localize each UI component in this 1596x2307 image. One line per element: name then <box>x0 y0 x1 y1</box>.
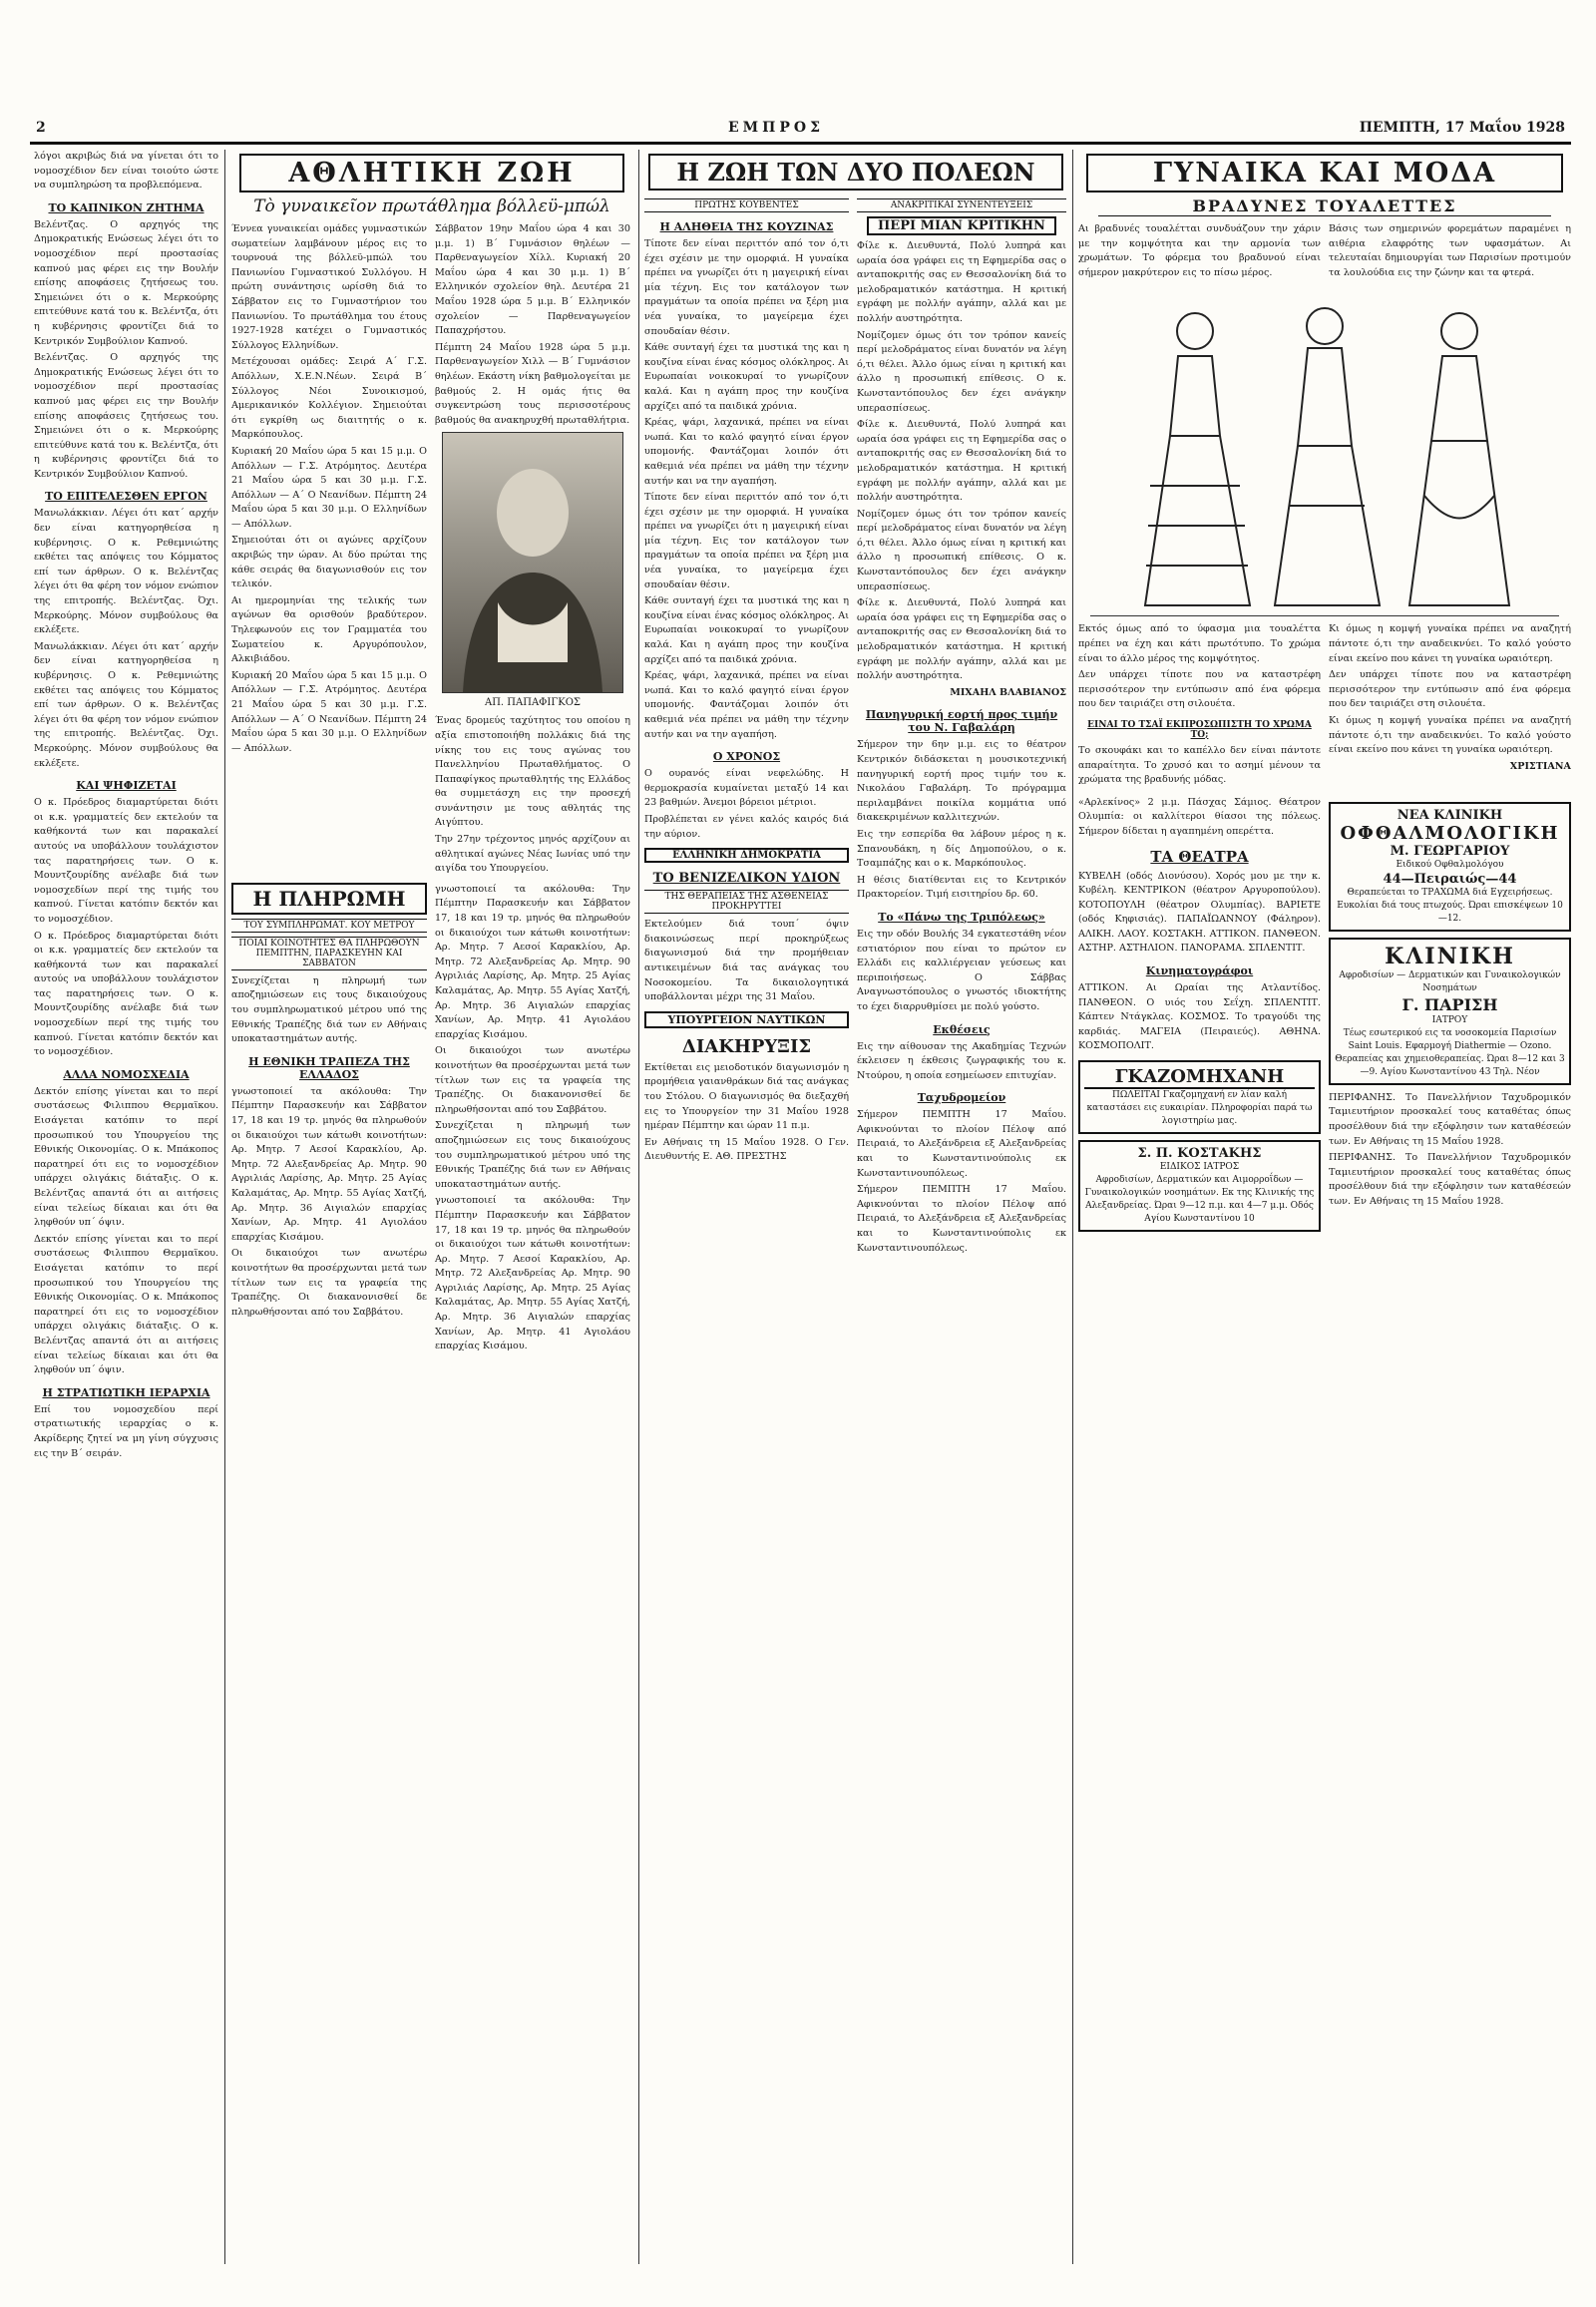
ad-ophthalmology-clinic <box>1329 802 1571 932</box>
payment-title: Η ΠΛΗΡΩΜΗ <box>252 886 406 911</box>
fashion-illustration <box>1090 286 1559 616</box>
sports-paragraph: Αι ημερομηνίαι της τελικής των αγώνων θα ορισθούν βραδύτερον. Τηλεφωνούν εις τον Γραμματέα του Σωματείου κ. Αργυρόπουλον, Αλκιβιάδου. <box>231 594 427 665</box>
critique-paragraph: Φίλε κ. Διευθυντά, Πολύ λυπηρά και ωραία όσα γράφει εις τη Εφημερίδα σας ο ανταποκριτής σας εν Θεσσαλονίκη διά το μελοδραματικόν κατάστημα. Η κριτική εγράφη με πολλήν αγάπην, αλλά και με πολλήν αυστηρότητα. <box>857 597 1066 682</box>
sports-paragraph: Την 27ην τρέχοντος μηνός αρχίζουν αι αθλητικαί αγώνες Νέας Ιωνίας υπό την αιγίδα του Υπουργείου. <box>435 834 630 875</box>
fashion-paragraph: Κι όμως η κομψή γυναίκα πρέπει να αναζητή πάντοτε ό,τι την αναδεικνύει. Το καλό γούστο είναι εκείνο που κάνει τη γυναίκα ωραιότερη. <box>1329 714 1571 756</box>
ad-clinic-heading: ΝΕΑ ΚΛΙΝΙΚΗ <box>1396 807 1503 823</box>
ad-kostakis-text: Αφροδισίων, Δερματικών και Αιμορροΐδων — Γυναικολογικών νοσημάτων. Εκ της Κλινικής της Αλεξανδρείας. Ώραι 9—12 π.μ. και 4—7 μ.μ. Οδός Αγίου Κωνσταντίνου 10 <box>1084 1175 1315 1225</box>
kitchen-paragraph: Κάθε συνταγή έχει τα μυστικά της και η κουζίνα είναι ένας κόσμος ολόκληρος. Αι Ευρωπαίαι νοικοκυραί το γνωρίζουν καλά. Και η αγάπη προς την κουζίνα αρχίζει από τα παιδικά χρόνια. <box>644 595 849 665</box>
hospital-paragraph: Εκτελούμεν διά τουπ΄ όψιν διακοινώσεως περί προκηρύξεως διαγωνισμού διά την προμήθειαν αντικειμένων διά τας ανάγκας του Νοσοκομείου. Τα δικαιολογητικά υποβάλλονται μέχρι της 31 Μαΐου. <box>644 919 849 1003</box>
section-subtitle-volleyball: Τὸ γυναικεῖον πρωτάθλημα βόλλεϋ-μπώλ <box>253 196 610 216</box>
heading-payment <box>231 883 427 915</box>
ad-parisi-heading: ΚΛΙΝΙΚΗ <box>1385 943 1515 969</box>
sports-paragraph: Κυριακή 20 Μαΐου ώρα 5 και 15 μ.μ. Ο Απόλλων — Γ.Σ. Ατρόμητος. Δευτέρα 21 Μαΐου ώρα 5 και 30 μ.μ. Γ.Σ. Απόλλων — Α΄ Ο Νεανίδων. Πέμπτη 24 Μαΐου ώρα 5 και 30 μ.μ. Ο Ελληνίδων — Απόλλων. <box>231 445 427 530</box>
page-number: 2 <box>36 120 46 136</box>
exhibitions-paragraph: Εις την αίθουσαν της Ακαδημίας Τεχνών έκλεισεν η έκθεσις ζωγραφικής του κ. Ντούρου, η οποία εσημείωσεν επιτυχίαν. <box>857 1040 1066 1081</box>
restaurant-paragraph: Εις την οδόν Βουλής 34 εγκατεστάθη νέον εστιατόριον που είναι το πρώτον εν Ελλάδι εις καλλιέργειαν γεύσεως και περιποιήσεως. Ο Σάββας Αναγνωστόπουλος ο γνωστός ιδιοκτήτης το έχει διαρρυθμίσει με πολύ γούστο. <box>857 928 1066 1012</box>
article-intro: λόγοι ακριβώς διά να γίνεται ότι το νομοσχέδιον δεν είναι τοιούτο ώστε να συμπληρώση τα προβλεπόμενα. <box>34 151 218 192</box>
cinemas-heading: Κινηματογράφοι <box>1145 964 1254 978</box>
naval-proclamation-heading: ΔΙΑΚΗΡΥΞΙΣ <box>681 1035 812 1057</box>
fashion-paragraph: Βάσις των σημερινών φορεμάτων παραμένει η αιθέρια ελαφρότης των υφασμάτων. Αι τελευταίαι δημιουργίαι των Παρισίων προτιμούν τα λουλούδια εις την ζώνην και τα φτερά. <box>1329 223 1571 278</box>
section-title-two-cities: Η ΖΩΗ ΤΩΝ ΔΥΟ ΠΟΛΕΩΝ <box>648 154 1063 191</box>
fashion-signature: ΧΡΙΣΤΙΑΝΑ <box>1509 760 1571 772</box>
critique-paragraph: Νομίζομεν όμως ότι τον τρόπον κανείς περί μελοδράματος είναι δυνατόν να λέγη ό,τι θέλει. Άλλο όμως είναι η κριτική και άλλο η προσωπική επίθεσις. Ο κ. Κωνσταντόπουλος δεν έχει ανάγκην υπερασπίσεως. <box>857 329 1066 414</box>
fashion-paragraph: Δεν υπάρχει τίποτε που να καταστρέφη περισσότερον την εντύπωσιν από ένα φόρεμα που δεν ταιριάζει στη σιλουέτα. <box>1078 669 1321 710</box>
ad-parisi-doctor: Γ. ΠΑΡΙΣΗ <box>1401 994 1498 1014</box>
fashion-paragraph: Κι όμως η κομψή γυναίκα πρέπει να αναζητή πάντοτε ό,τι την αναδεικνύει. Το καλό γούστο είναι εκείνο που κάνει τη γυναίκα ωραιότερη. <box>1329 623 1571 664</box>
payment-subtitle: ΤΟΥ ΣΥΜΠΛΗΡΩΜΑΤ. ΚΟΥ ΜΕΤΡΟΥ <box>231 919 427 933</box>
article-vote-cont: Ο κ. Πρόεδρος διαμαρτύρεται διότι οι κ.κ. γραμματείς δεν εκτελούν τα καθήκοντά των και παρακαλεί αυτούς να υποβάλλουν τουλάχιστον τας παρατηρήσεις των. Ο κ. Μουντζουρίδης ανέλαβε διά των νομοσχεδίων περί της τιμής του καπνού. Γίνεται κατόπιν δεκτόν και το νομοσχέδιον. <box>34 930 218 1058</box>
kitchen-paragraph: Κρέας, ψάρι, λαχανικά, πρέπει να είναι νωπά. Και το καλό φαγητό είναι έργον υπομονής. Φαντάζομαι λοιπόν ότι καθεμιά νέα πρέπει να μάθη την τέχνην αυτήν και να την αγαπήση. <box>644 670 849 740</box>
column-parliament <box>34 150 218 2264</box>
post-heading: Ταχυδρομείον <box>917 1091 1006 1105</box>
newspaper-page <box>30 120 1571 2284</box>
payment-paragraph: γνωστοποιεί τα ακόλουθα: Την Πέμπτην Παρασκευήν και Σάββατον 17, 18 και 19 τρ. μηνός θα πληρωθούν οι δικαιούχοι των κάτωθι κοινοτήτων: Αρ. Μητρ. 7 Αεσοί Καρακλίου, Αρ. Μητρ. 72 Αλεξανδρείας Αρ. Μητρ. 90 Αγριλιάς Λαρίσης, Αρ. Μητρ. 25 Αγίας Καλαμάτας, Αρ. Μητρ. 55 Αγίας Χατζή, Αρ. Μητρ. 36 Αιγιαλών επαρχίας Χανίων, Αρ. Μητρ. 41 Αγιολάου επαρχίας Κισάμου. <box>435 883 630 1040</box>
photo-caption: ΑΠ. ΠΑΠΑΦΙΓΚΟΣ <box>484 697 581 709</box>
heading-vote: ΚΑΙ ΨΗΦΙΖΕΤΑΙ <box>76 779 177 793</box>
festival-paragraph: Η θέσις διατίθενται εις το Κεντρικόν Πρακτορείον. Τιμή εισιτηρίου δρ. 60. <box>857 874 1066 901</box>
article-works-cont: Μανωλάκκιαν. Λέγει ότι κατ΄ αρχήν δεν είναι κατηγορηθείσα η κυβέρνησις. Ο κ. Ρεθεμνιώτης εκθέτει τας απόψεις του Κόμματος επί των άρθρων. Ο κ. Βελέντζας λέγει ότι θα φέρη τον νόμον ενώπιον της επιτροπής. Βελέντζας. Όχι. Μερκούρης. Μόνον συμβούλους θα εκλέξετε. <box>34 640 218 769</box>
festival-paragraph: Σήμερον την 6ην μ.μ. εις το θέατρον Κεντρικόν διδάσκεται η μουσικοτεχνική πανηγυρική εορτή προς τιμήν του κ. Νικολάου Γαβαλάρη. Το πρόγραμμα περιλαμβάνει ποικίλα κομμάτια υπό διακεκριμένων καλλιτεχνών. <box>857 739 1066 824</box>
cinema-listing: ΑΤΤΙΚΟΝ. Αι Ωραίαι της Ατλαντίδος. ΠΑΝΘΕΟΝ. Ο υιός του Σεΐχη. ΣΠΛΕΝΤΙΤ. Κάπτεν Ντάγκλας. ΚΟΣΜΟΣ. Το τραγούδι της καρδιάς. ΜΑΓΕΙΑ (Πειραιεύς). ΑΘΗΝΑ. ΚΟΣΜΟΠΟΛΙΤ. <box>1078 982 1321 1052</box>
post-paragraph: Σήμερον ΠΕΜΠΤΗ 17 Μαΐου. Αφικνούνται το πλοίον Πέλοψ από Πειραιά, το Αλεξάνδρεια εξ Αλεξανδρείας και το Κωνσταντινούπολις εκ Κωνσταντινουπόλεως. <box>857 1109 1066 1179</box>
hospital-heading: ΤΟ ΒΕΝΙΖΕΛΙΚΟΝ ΥΔΙΟΝ <box>652 871 841 887</box>
issue-date: ΠΕΜΠΤΗ, 17 Μαΐου 1928 <box>1359 120 1565 136</box>
weather-paragraph: Προβλέπεται εν γένει καλός καιρός διά την αύριον. <box>644 813 849 840</box>
article-military: Επί του νομοσχεδίου περί στρατιωτικής ιεραρχίας ο κ. Ακρίδερης ζητεί να μη γίνη σύγχυσις εις την Β΄ σειράν. <box>34 1403 218 1459</box>
article-tobacco-cont: Βελέντζας. Ο αρχηγός της Δημοκρατικής Ενώσεως λέγει ότι το νομοσχέδιον περί προστασίας καπνού μας φέρει εις την Βουλήν επίσης αποφάσεις ζητήσεως του. Σημειώνει ότι ο κ. Μερκούρης επιτεύθυνε κατά του κ. Βελέντζα, ότι η κυβέρνησις φροντίζει διά το Κεντρικόν Συμβούλιον Καπνού. <box>34 352 218 480</box>
sports-paragraph: Μετέχουσαι ομάδες: Σειρά Α΄ Γ.Σ. Απόλλων, Χ.Ε.Ν.Νέων. Σειρά Β΄ Σύλλογος Νέοι Συνοικισμού, Αμερικανικόν Κολλέγιον. Σημειούται ότι εγκρίθη ως διαιτητής ο κ. Μαρκόπουλος. <box>231 356 427 441</box>
newspaper-name: ΕΜΠΡΟΣ <box>728 120 825 136</box>
article-other-bills-cont: Δεκτόν επίσης γίνεται και το περί συστάσεως Φιλιππου Θερμαϊκου. Εισάγεται κατόπιν το περί προσωπικού του Υπουργείου της Εθνικής Οικονομίας. Ο κ. Μπάκοπος παρατηρεί ότι εις το νομοσχέδιον υπάρχει ολιγάκις διάταξις. Ο κ. Βελέντζας απαντά ότι αι αιτήσεις είναι τελείως δίκαιαι και ότι θα ληφθούν υπ΄ όψιν. <box>34 1233 218 1376</box>
heading-works: ΤΟ ΕΠΙΤΕΛΕΣΘΕΝ ΕΡΓΟΝ <box>45 490 207 504</box>
fashion-paragraph: Το σκουφάκι και το καπέλλο δεν είναι πάντοτε απαραίτητα. Το χρυσό και το ασημί μένουν τα χρώματα της βραδυνής μόδας. <box>1078 744 1321 786</box>
notice-paragraph: ΠΕΡΙΦΑΝΗΣ. Το Πανελλήνιον Ταχυδρομικόν Ταμιευτήριον προσκαλεί τους καταθέτας όπως προσέλθουν διά την εξόφλησιν των καταθέσεών των. Εν Αθήναις τη 15 Μαΐου 1928. <box>1329 1091 1571 1147</box>
naval-paragraph: Εκτίθεται εις μειοδοτικόν διαγωνισμόν η προμήθεια γαιανθράκων διά τας ανάγκας του Στόλου. Ο διαγωνισμός θα διεξαχθή εις το Υπουργείον την 31 Μαΐου 1928 ημέραν Πέμπτην και ώραν 11 π.μ. <box>644 1061 849 1132</box>
ad-gas-engine-title: ΓΚΑΖΟΜΗΧΑΝΗ <box>1084 1066 1315 1089</box>
kitchen-paragraph: Κάθε συνταγή έχει τα μυστικά της και η κουζίνα είναι ένας κόσμος ολόκληρος. Αι Ευρωπαίαι νοικοκυραί το γνωρίζουν καλά. Και η αγάπη προς την κουζίνα αρχίζει από τα παιδικά χρόνια. <box>644 342 849 412</box>
naval-ministry-heading: ΥΠΟΥΡΓΕΙΟΝ ΝΑΥΤΙΚΩΝ <box>644 1011 849 1028</box>
heading-military: Η ΣΤΡΑΤΙΩΤΙΚΗ ΙΕΡΑΡΧΙΑ <box>42 1385 210 1399</box>
heading-tobacco-issue: ΤΟ ΚΑΠΝΙΚΟΝ ΖΗΤΗΜΑ <box>48 200 204 214</box>
ad-parisi-text: Τέως εσωτερικού εις τα νοσοκομεία Παρισίων Saint Louis. Εφαρμογή Diathermie — Ozono. Θεραπείας και χημειοθεραπείας. Ώραι 8—12 και 3—9. Αγίου Κωνσταντίνου 43 Τηλ. Νέον <box>1335 1027 1565 1077</box>
sports-paragraph: Ένας δρομεύς ταχύτητος του οποίου η αξία επιστοποιήθη πολλάκις διά της νίκης του εις τους αγώνας του Πανελληνίου Πρωταθλήματος. Ο Παπαφίγκος πρωταθλητής της Ελλάδος θα συμμετάσχη εις την προσεχή συνάντησιν με τους αθλητάς της Αιγύπτου. <box>435 715 630 829</box>
payment-paragraph: Συνεχίζεται η πληρωμή των αποζημιώσεων εις τους δικαιούχους του συμπληρωματικού μέτρου υπό της Εθνικής Τραπέζης διά των εν Αθήναις υποκαταστημάτων αυτής. <box>231 974 427 1045</box>
evening-gowns-drawing <box>1090 286 1559 615</box>
section-subtitle-evening-gowns: ΒΡΑΔΥΝΕΣ ΤΟΥΑΛΕΤΤΕΣ <box>1098 196 1551 216</box>
festival-heading: Πανηγυρική εορτή προς τιμήν του Ν. Γαβαλάρη <box>865 708 1058 735</box>
column-heading-interviews: ΑΝΑΚΡΙΤΙΚΑΙ ΣΥΝΕΝΤΕΥΞΕΙΣ <box>857 198 1066 212</box>
hospital-subheading: ΤΗΣ ΘΕΡΑΠΕΙΑΣ ΤΗΣ ΑΣΘΕΝΕΙΑΣ ΠΡΟΚΗΡΥΤΤΕΙ <box>644 890 849 914</box>
ad-kostakis <box>1078 1140 1321 1232</box>
payment-paragraph: γνωστοποιεί τα ακόλουθα: Την Πέμπτην Παρασκευήν και Σάββατον 17, 18 και 19 τρ. μηνός θα πληρωθούν οι δικαιούχοι των κάτωθι κοινοτήτων: Αρ. Μητρ. 7 Αεσοί Καρακλίου, Αρ. Μητρ. 72 Αλεξανδρείας Αρ. Μητρ. 90 Αγριλιάς Λαρίσης, Αρ. Μητρ. 25 Αγίας Καλαμάτας, Αρ. Μητρ. 55 Αγίας Χατζή, Αρ. Μητρ. 36 Αιγιαλών επαρχίας Χανίων, Αρ. Μητρ. 41 Αγιολάου επαρχίας Κισάμου. <box>435 1195 630 1352</box>
fashion-paragraph: Αι βραδυνές τουαλέτται συνδυάζουν την χάριν με την κομψότητα και την αρμονία των χρωμάτων. Το φόρεμα του βραδυνού είναι σήμερον μακρύτερον εις το πίσω μέρος. <box>1078 223 1321 278</box>
ad-clinic-address: 44—Πειραιώς—44 <box>1383 871 1517 887</box>
column-heading-first-talks: ΠΡΩΤΗΣ ΚΟΥΒΕΝΤΕΣ <box>644 198 849 212</box>
critique-paragraph: Φίλε κ. Διευθυντά, Πολύ λυπηρά και ωραία όσα γράφει εις τη Εφημερίδα σας ο ανταποκριτής σας εν Θεσσαλονίκη διά το μελοδραματικόν κατάστημα. Η κριτική εγράφη με πολλήν αγάπην, αλλά και με πολλήν αυστηρότητα. <box>857 419 1066 504</box>
sports-paragraph: Πέμπτη 24 Μαΐου 1928 ώρα 5 μ.μ. Παρθεναγωγείον Χιλλ — Β΄ Γυμνάσιον θηλέων. Εκάστη νίκη βαθμολογείται με βαθμούς 2. Η ομάς ήτις θα συγκεντρώση τους περισσοτέρους βαθμούς θα ανακηρυχθή πρωταθλήτρια. <box>435 341 630 426</box>
ad-clinic-doctor: Μ. ΓΕΩΡΓΑΡΙΟΥ <box>1390 843 1510 859</box>
sports-paragraph: Έννεα γυναικείαι ομάδες γυμναστικών σωματείων λαμβάνουν μέρος εις το τουρνουά της βόλλεϋ-μπώλ του Πανιωνίου Γυμναστικού Συλλόγου. Η πρώτη συνάντησις ωρίσθη διά το Σάββατον εις το Γυμναστήριον του Πανιωνίου. Το πρωτάθλημα του έτους 1927-1928 κατέχει ο Γυμναστικός Σύλλογος Ελληνίδων. <box>231 223 427 351</box>
section-title-fashion: ΓΥΝΑΙΚΑ ΚΑΙ ΜΟΔΑ <box>1086 154 1563 192</box>
column-two-cities <box>644 150 1067 2264</box>
elliniki-heading: ΕΛΛΗΝΙΚΗ ΔΗΜΟΚΡΑΤΙΑ <box>644 848 849 863</box>
theatre-listing: ΚΥΒΕΛΗ (οδός Διονύσου). Χορός μου με την κ. Κυβέλη. ΚΕΝΤΡΙΚΟΝ (θέατρον Αργυροπούλου). ΚΟΤΟΠΟΥΛΗ (θέατρον Ολυμπίας). ΒΑΡΙΕΤΕ (οδός Κηφισιάς). ΠΑΠΑΪΩΑΝΝΟΥ (Φάληρον). ΑΛΙΚΗ. ΛΑΟΥ. ΚΟΣΤΑΚΗ. ΑΤΤΙΚΟΝ. ΠΑΝΘΕΟΝ. ΑΣΤΗΡ. ΑΣΤΗΛΙΟΝ. ΠΑΝΟΡΑΜΑ. ΣΠΛΕΝΤΙΤ. <box>1078 870 1321 955</box>
theatres-heading: ΤΑ ΘΕΑΤΡΑ <box>1150 847 1249 866</box>
payment-paragraph: γνωστοποιεί τα ακόλουθα: Την Πέμπτην Παρασκευήν και Σάββατον 17, 18 και 19 τρ. μηνός θα πληρωθούν οι δικαιούχοι των κάτωθι κοινοτήτων: Αρ. Μητρ. 7 Αεσοί Καρακλίου, Αρ. Μητρ. 72 Αλεξανδρείας Αρ. Μητρ. 90 Αγριλιάς Λαρίσης, Αρ. Μητρ. 25 Αγίας Καλαμάτας, Αρ. Μητρ. 55 Αγίας Χατζή, Αρ. Μητρ. 36 Αιγιαλών επαρχίας Χανίων, Αρ. Μητρ. 41 Αγιολάου επαρχίας Κισάμου. <box>231 1085 427 1243</box>
article-other-bills: Δεκτόν επίσης γίνεται και το περί συστάσεως Φιλιππου Θερμαϊκου. Εισάγεται κατόπιν το περί προσωπικού του Υπουργείου της Εθνικής Οικονομίας. Ο κ. Μπάκοπος παρατηρεί ότι εις το νομοσχέδιον υπάρχει ολιγάκις διάταξις. Ο κ. Βελέντζας απαντά ότι αι αιτήσεις είναι τελείως δίκαιαι και ότι θα ληφθούν υπ΄ όψιν. <box>34 1085 218 1229</box>
fashion-question-heading: ΕΙΝΑΙ ΤΟ ΤΣΑΪ ΕΚΠΡΟΣΩΠΙΣΤΗ ΤΟ ΧΡΩΜΑ ΤΟ; <box>1087 719 1312 740</box>
festival-paragraph: Εις την εσπερίδα θα λάβουν μέρος η κ. Σπανουδάκη, η δίς Δημοπούλου, ο κ. Τσαμπάζης και ο κ. Μαρκόπουλος. <box>857 828 1066 870</box>
fashion-paragraph: Εκτός όμως από το ύφασμα μια τουαλέττα πρέπει να έχη και κάτι πρωτότυπο. Το χρώμα είναι το άλλο μέρος της κομψότητος. <box>1078 623 1321 664</box>
kitchen-paragraph: Κρέας, ψάρι, λαχανικά, πρέπει να είναι νωπά. Και το καλό φαγητό είναι έργον υπομονής. Φαντάζομαι λοιπόν ότι καθεμιά νέα πρέπει να μάθη την τέχνην αυτήν και να την αγαπήση. <box>644 417 849 487</box>
ad-parisi-clinic <box>1329 938 1571 1085</box>
ad-parisi-title: ΙΑΤΡΟΥ <box>1431 1014 1468 1025</box>
fashion-paragraph: Δεν υπάρχει τίποτε που να καταστρέφη περισσότερον την εντύπωσιν από ένα φόρεμα που δεν ταιριάζει στη σιλουέτα. <box>1329 669 1571 710</box>
kitchen-paragraph: Τίποτε δεν είναι περιττόν από τον ό,τι έχει σχέσιν με την ομορφιά. Η γυναίκα πρέπει να γνωρίζει ότι η μαγειρική είναι μία τέχνη. Εις τον κατάλογον των πραγμάτων τα οποία πρέπει να ξέρη μια νέα γυναίκα, το μαγείρεμα έχει σπουδαίαν θέσιν. <box>644 492 849 590</box>
ad-kostakis-title: ΕΙΔΙΚΟΣ ΙΑΤΡΟΣ <box>1159 1162 1240 1173</box>
bank-heading: Η ΕΘΝΙΚΗ ΤΡΑΠΕΖΑ ΤΗΣ ΕΛΛΑΔΟΣ <box>248 1054 410 1081</box>
heading-critique: ΠΕΡΙ ΜΙΑΝ ΚΡΙΤΙΚΗΝ <box>867 216 1056 235</box>
sports-paragraph: Κυριακή 20 Μαΐου ώρα 5 και 15 μ.μ. Ο Απόλλων — Γ.Σ. Ατρόμητος. Δευτέρα 21 Μαΐου ώρα 5 και 30 μ.μ. Γ.Σ. Απόλλων — Α΄ Ο Νεανίδων. Πέμπτη 24 Μαΐου ώρα 5 και 30 μ.μ. Ο Ελληνίδων — Απόλλων. <box>231 669 427 754</box>
notice-paragraph: ΠΕΡΙΦΑΝΗΣ. Το Πανελλήνιον Ταχυδρομικόν Ταμιευτήριον προσκαλεί τους καταθέτας όπως προσέλθουν διά την εξόφλησιν των καταθέσεών των. Εν Αθήναις τη 15 Μαΐου 1928. <box>1329 1152 1571 1207</box>
payment-paragraph: Οι δικαιούχοι των ανωτέρω κοινοτήτων θα προσέρχωνται μετά των τίτλων των εις τα γραφεία της Τραπέζης. Οι διακανονισθεί δε πληρωθήσονται από του Σαββάτου. <box>435 1045 630 1115</box>
payment-paragraph: Συνεχίζεται η πληρωμή των αποζημιώσεων εις τους δικαιούχους του συμπληρωματικού μέτρου υπό της Εθνικής Τραπέζης διά των εν Αθήναις υποκαταστημάτων αυτής. <box>435 1120 630 1190</box>
heading-other-bills: ΑΛΛΑ ΝΟΜΟΣΧΕΔΙΑ <box>63 1067 190 1081</box>
sports-paragraph: Σημειούται ότι οι αγώνες αρχίζουν ακριβώς την ώραν. Αι δύο πρώται της κάθε σειράς θα διαγωνισθούν εις τον τελικόν. <box>231 535 427 590</box>
column-fashion <box>1078 150 1571 2264</box>
heading-kitchen-truth: Η ΑΛΗΘΕΙΑ ΤΗΣ ΚΟΥΖΙΝΑΣ <box>659 220 834 233</box>
ad-gas-engine-text: ΠΩΛΕΙΤΑΙ Γκαζομηχανή εν λίαν καλή καταστάσει εις ευκαιρίαν. Πληροφορίαι παρά τω λογιστηρίω μας. <box>1086 1090 1313 1127</box>
ad-clinic-specialty: Ειδικού Οφθαλμολόγου <box>1396 859 1504 870</box>
kitchen-paragraph: Τίποτε δεν είναι περιττόν από τον ό,τι έχει σχέσιν με την ομορφιά. Η γυναίκα πρέπει να γνωρίζει ότι η μαγειρική είναι μία τέχνη. Εις τον κατάλογον των πραγμάτων τα οποία πρέπει να ξέρη μια νέα γυναίκα, το μαγείρεμα έχει σπουδαίαν θέσιν. <box>644 238 849 337</box>
masthead <box>30 120 1571 145</box>
sports-paragraph: Σάββατον 19ην Μαΐου ώρα 4 και 30 μ.μ. 1) Β΄ Γυμνάσιον θηλέων — Παρθεναγωγείον Χίλλ. Κυριακή 20 Μαΐου ώρα 4 και 30 μ.μ. 1) Β΄ Ελληνικόν σχολείον θηλ. Δευτέρα 21 Μαΐου 1928 ώρα 5 μ.μ. Β΄ Ελληνικόν σχολείον — Παρθεναγωγείον Παπαχρήστου. <box>435 223 630 337</box>
article-tobacco: Βελέντζας. Ο αρχηγός της Δημοκρατικής Ενώσεως λέγει ότι το νομοσχέδιον περί προστασίας καπνού μας φέρει εις την Βουλήν επίσης αποφάσεις ζητήσεως του. Σημειώνει ότι ο κ. Μερκούρης επιτεύθυνε κατά του κ. Βελέντζα, ότι η κυβέρνησις φροντίζει διά το Κεντρικόν Συμβούλιον Καπνού. <box>34 218 218 347</box>
article-vote: Ο κ. Πρόεδρος διαμαρτύρεται διότι οι κ.κ. γραμματείς δεν εκτελούν τα καθήκοντά των και παρακαλεί αυτούς να υποβάλλουν τουλάχιστον τας παρατηρήσεις των. Ο κ. Μουντζουρίδης ανέλαβε διά των νομοσχεδίων περί της τιμής του καπνού. Γίνεται κατόπιν δεκτόν και το νομοσχέδιον. <box>34 797 218 925</box>
athlete-photo <box>442 432 623 693</box>
ad-gas-engine <box>1078 1060 1321 1134</box>
ad-clinic-title: ΟΦΘΑΛΜΟΛΟΓΙΚΗ <box>1340 822 1560 844</box>
ad-kostakis-name: Σ. Π. ΚΟΣΤΑΚΗΣ <box>1137 1146 1262 1162</box>
weather-heading: Ο ΧΡΟΝΟΣ <box>712 750 781 764</box>
column-sports <box>231 150 632 2264</box>
ad-clinic-text: Θεραπεύεται το ΤΡΑΧΩΜΑ διά Εγχειρήσεως. Ευκολίαι διά τους πτωχούς. Ώραι επισκέψεων 10—12. <box>1337 887 1563 924</box>
critique-signature: ΜΙΧΑΗΛ ΒΛΑΒΙΑΝΟΣ <box>950 686 1066 698</box>
naval-signature: Εν Αθήναις τη 15 Μαΐου 1928. Ο Γεν. Διευθυντής Ε. ΑΘ. ΠΡΕΣΤΗΣ <box>644 1136 849 1163</box>
weather-paragraph: Ο ουρανός είναι νεφελώδης. Η θερμοκρασία κυμαίνεται μεταξύ 14 και 23 βαθμών. Άνεμοι βόρειοι μέτριοι. <box>644 768 849 809</box>
critique-paragraph: Φίλε κ. Διευθυντά, Πολύ λυπηρά και ωραία όσα γράφει εις τη Εφημερίδα σας ο ανταποκριτής σας εν Θεσσαλονίκη διά το μελοδραματικόν κατάστημα. Η κριτική εγράφη με πολλήν αγάπην, αλλά και με πολλήν αυστηρότητα. <box>857 240 1066 324</box>
post-paragraph: Σήμερον ΠΕΜΠΤΗ 17 Μαΐου. Αφικνούνται το πλοίον Πέλοψ από Πειραιά, το Αλεξάνδρεια εξ Αλεξανδρείας και το Κωνσταντινούπολις εκ Κωνσταντινουπόλεως. <box>857 1184 1066 1254</box>
critique-paragraph: Νομίζομεν όμως ότι τον τρόπον κανείς περί μελοδράματος είναι δυνατόν να λέγη ό,τι θέλει. Άλλο όμως είναι η κριτική και άλλο η προσωπική επίθεσις. Ο κ. Κωνσταντόπουλος δεν έχει ανάγκην υπερασπίσεως. <box>857 508 1066 592</box>
ad-parisi-subheading: Αφροδισίων — Δερματικών και Γυναικολογικών Νοσημάτων <box>1339 969 1561 993</box>
restaurant-heading: Το «Πάνω της Τριπόλεως» <box>878 910 1045 924</box>
theatre-notes: «Αρλεκίνος» 2 μ.μ. Πάσχας Σάμιος. Θέατρον Ολυμπία: οι καλλίτεροι θίασοι της πόλεως. Σήμερον δίδεται η αγαπημένη οπερέττα. <box>1078 796 1321 837</box>
exhibitions-heading: Εκθέσεις <box>933 1022 991 1036</box>
payment-subtitle-2: ΠΟΙΑΙ ΚΟΙΝΟΤΗΤΕΣ ΘΑ ΠΛΗΡΩΘΟΥΝ ΠΕΜΠΤΗΝ, ΠΑΡΑΣΚΕΥΗΝ ΚΑΙ ΣΑΒΒΑΤΟΝ <box>231 937 427 970</box>
section-title-sports: ΑΘΛΗΤΙΚΗ ΖΩΗ <box>239 154 624 192</box>
article-works: Μανωλάκκιαν. Λέγει ότι κατ΄ αρχήν δεν είναι κατηγορηθείσα η κυβέρνησις. Ο κ. Ρεθεμνιώτης εκθέτει τας απόψεις του Κόμματος επί των άρθρων. Ο κ. Βελέντζας λέγει ότι θα φέρη τον νόμον ενώπιον της επιτροπής. Βελέντζας. Όχι. Μερκούρης. Μόνον συμβούλους θα εκλέξετε. <box>34 508 218 636</box>
payment-paragraph: Οι δικαιούχοι των ανωτέρω κοινοτήτων θα προσέρχωνται μετά των τίτλων των εις τα γραφεία της Τραπέζης. Οι διακανονισθεί δε πληρωθήσονται από του Σαββάτου. <box>231 1248 427 1318</box>
athlete-portrait-image <box>443 433 622 692</box>
